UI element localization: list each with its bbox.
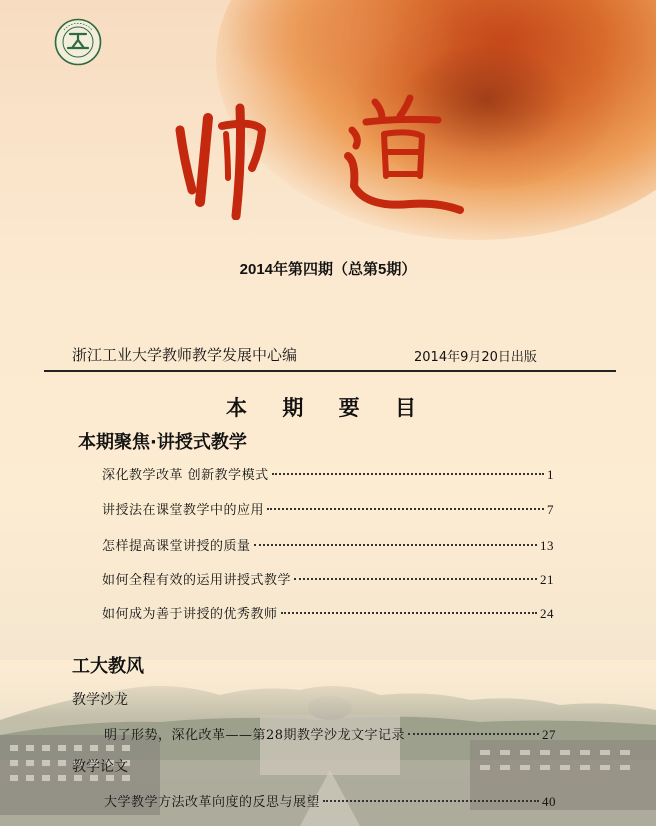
toc-entry-title: 怎样提高课堂讲授的质量 <box>102 539 251 554</box>
leader-dots <box>408 733 539 735</box>
editor-credit: 浙江工业大学教师教学发展中心编 <box>72 346 298 364</box>
toc-entry[interactable] <box>102 569 554 588</box>
toc-entry-page: 1 <box>547 467 554 482</box>
section-title: 本期聚焦·讲授式教学 <box>78 432 247 453</box>
toc-entry-page: 21 <box>540 572 554 587</box>
publication-date: 2014年9月20日出版 <box>414 350 537 365</box>
toc-entry[interactable] <box>102 535 554 554</box>
leader-dots <box>323 800 539 802</box>
title-calligraphy-logo <box>170 90 470 220</box>
leader-dots <box>294 578 537 580</box>
toc-entry-title: 明了形势，深化改革——第28期教学沙龙文字记录 <box>104 728 406 743</box>
toc-entry-page: 13 <box>540 538 554 553</box>
toc-entry-title: 如何成为善于讲授的优秀教师 <box>102 607 278 622</box>
toc-entry[interactable] <box>102 603 554 622</box>
toc-entry-title: 如何全程有效的运用讲授式教学 <box>102 573 292 588</box>
leader-dots <box>272 473 544 475</box>
university-seal-icon <box>54 18 102 66</box>
issue-line: 2014年第四期（总第5期） <box>239 261 417 278</box>
toc-entry-page: 24 <box>540 606 554 621</box>
subsection-title: 教学沙龙 <box>72 692 128 708</box>
toc-heading: 本 期 要 目 <box>226 396 430 420</box>
toc-entry-title: 大学教学方法改革向度的反思与展望 <box>104 795 321 810</box>
toc-entry-page: 27 <box>542 727 556 742</box>
toc-entry[interactable] <box>102 499 554 518</box>
toc-entry[interactable] <box>102 464 554 483</box>
toc-entry-page: 40 <box>542 794 556 809</box>
leader-dots <box>267 508 544 510</box>
toc-entry[interactable] <box>104 791 556 810</box>
leader-dots <box>254 544 537 546</box>
section-title: 工大教风 <box>72 656 144 677</box>
toc-entry-title: 讲授法在课堂教学中的应用 <box>102 503 265 518</box>
toc-entry-title: 深化教学改革 创新教学模式 <box>102 468 269 483</box>
leader-dots <box>281 612 537 614</box>
toc-entry[interactable] <box>104 724 556 743</box>
divider <box>44 370 616 372</box>
toc-entry-page: 7 <box>547 502 554 517</box>
subsection-title: 教学论文 <box>72 759 128 775</box>
